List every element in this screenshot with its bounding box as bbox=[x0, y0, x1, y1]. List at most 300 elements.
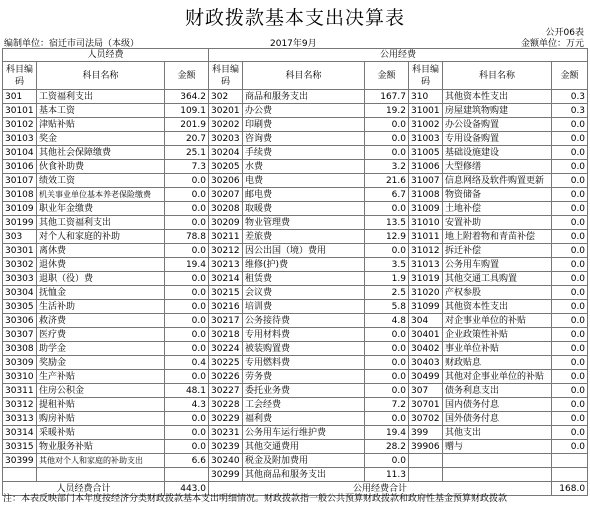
cell-name: 专用燃料费 bbox=[243, 356, 365, 370]
cell-name: 救济费 bbox=[37, 314, 165, 328]
cell-code: 30399 bbox=[3, 454, 37, 468]
cell-amount: 0.0 bbox=[552, 328, 588, 342]
public-total-label: 公用经费合计 bbox=[209, 482, 552, 496]
cell-amount: 11.3 bbox=[365, 468, 409, 482]
cell-amount: 1.9 bbox=[365, 272, 409, 286]
cell-code: 30311 bbox=[3, 384, 37, 398]
personnel-total-value: 443.0 bbox=[165, 482, 209, 496]
cell-amount: 0.0 bbox=[165, 202, 209, 216]
cell-amount: 2.5 bbox=[365, 286, 409, 300]
cell-code: 30208 bbox=[209, 202, 243, 216]
cell-name: 提租补贴 bbox=[37, 398, 165, 412]
cell-name: 国外债务付息 bbox=[443, 412, 552, 426]
cell-name: 抚恤金 bbox=[37, 286, 165, 300]
cell-name: 专用材料费 bbox=[243, 328, 365, 342]
meta-row bbox=[0, 36, 590, 48]
cell-name: 信息网络及软件购置更新 bbox=[443, 174, 552, 188]
cell-amount: 0.0 bbox=[552, 118, 588, 132]
cell-code: 30299 bbox=[209, 468, 243, 482]
cell-name: 事业单位补贴 bbox=[443, 342, 552, 356]
col-name-header: 科目名称 bbox=[37, 62, 165, 90]
cell-name: 电费 bbox=[243, 174, 365, 188]
table-row bbox=[3, 468, 588, 482]
cell-name: 奖金 bbox=[37, 132, 165, 146]
cell-name: 地上附着物和青苗补偿 bbox=[443, 230, 552, 244]
cell-name: 企业政策性补贴 bbox=[443, 328, 552, 342]
cell-amount: 7.2 bbox=[365, 398, 409, 412]
cell-name: 会议费 bbox=[243, 286, 365, 300]
cell-code: 30303 bbox=[3, 272, 37, 286]
table-row bbox=[3, 328, 588, 342]
table-row bbox=[3, 146, 588, 160]
col-amount-header: 金额 bbox=[165, 62, 209, 90]
public-group-header: 公用经费 bbox=[209, 49, 588, 62]
cell-amount: 0.0 bbox=[365, 202, 409, 216]
table-row bbox=[3, 286, 588, 300]
cell-name: 生产补贴 bbox=[37, 370, 165, 384]
cell-name: 伙食补助费 bbox=[37, 160, 165, 174]
cell-code: 31002 bbox=[409, 118, 443, 132]
cell-amount: 0.0 bbox=[552, 412, 588, 426]
cell-code: 31005 bbox=[409, 146, 443, 160]
cell-amount: 0.0 bbox=[552, 300, 588, 314]
cell-amount: 0.0 bbox=[552, 160, 588, 174]
cell-name: 产权参股 bbox=[443, 286, 552, 300]
cell-name: 公务用车购置 bbox=[443, 258, 552, 272]
table-row bbox=[3, 160, 588, 174]
cell-code: 30702 bbox=[409, 412, 443, 426]
cell-amount: 0.0 bbox=[165, 188, 209, 202]
cell-code: 30308 bbox=[3, 342, 37, 356]
cell-name: 土地补偿 bbox=[443, 202, 552, 216]
cell-code: 30315 bbox=[3, 440, 37, 454]
cell-name: 退职（役）费 bbox=[37, 272, 165, 286]
cell-code: 30239 bbox=[209, 440, 243, 454]
cell-code: 30302 bbox=[3, 258, 37, 272]
cell-amount: 78.8 bbox=[165, 230, 209, 244]
cell-name: 其他社会保障缴费 bbox=[37, 146, 165, 160]
cell-amount: 0.3 bbox=[552, 104, 588, 118]
cell-amount: 3.2 bbox=[365, 160, 409, 174]
cell-amount: 0.0 bbox=[552, 244, 588, 258]
cell-amount: 6.7 bbox=[365, 188, 409, 202]
col-code-header: 科目编码 bbox=[409, 62, 443, 90]
cell-name: 因公出国（境）费用 bbox=[243, 244, 365, 258]
cell-amount: 0.0 bbox=[552, 188, 588, 202]
cell-amount: 0.0 bbox=[552, 314, 588, 328]
cell-code: 30108 bbox=[3, 188, 37, 202]
cell-code: 30212 bbox=[209, 244, 243, 258]
report-title: 财政拨款基本支出决算表 bbox=[184, 7, 405, 29]
cell-code: 30199 bbox=[3, 216, 37, 230]
cell-name: 对企事业单位的补贴 bbox=[443, 314, 552, 328]
cell-name: 财政贴息 bbox=[443, 356, 552, 370]
cell-code: 30214 bbox=[209, 272, 243, 286]
cell-name: 其他支出 bbox=[443, 426, 552, 440]
cell-name: 劳务费 bbox=[243, 370, 365, 384]
table-row bbox=[3, 104, 588, 118]
cell-amount: 20.7 bbox=[165, 132, 209, 146]
cell-amount: 0.0 bbox=[365, 454, 409, 468]
cell-name: 其他对个人和家庭的补助支出 bbox=[37, 454, 165, 468]
cell-amount: 0.0 bbox=[365, 328, 409, 342]
cell-amount: 0.0 bbox=[552, 384, 588, 398]
cell-amount: 0.0 bbox=[365, 384, 409, 398]
cell-code: 302 bbox=[209, 90, 243, 104]
cell-code: 310 bbox=[409, 90, 443, 104]
cell-amount: 201.9 bbox=[165, 118, 209, 132]
cell-amount: 109.1 bbox=[165, 104, 209, 118]
cell-code: 30301 bbox=[3, 244, 37, 258]
cell-amount: 0.0 bbox=[365, 146, 409, 160]
cell-amount: 0.3 bbox=[552, 90, 588, 104]
cell-amount: 0.0 bbox=[165, 342, 209, 356]
cell-amount: 0.0 bbox=[552, 174, 588, 188]
cell-amount: 0.0 bbox=[552, 132, 588, 146]
cell-code: 30306 bbox=[3, 314, 37, 328]
cell-code: 31001 bbox=[409, 104, 443, 118]
cell-code: 30215 bbox=[209, 286, 243, 300]
public-total-value: 168.0 bbox=[552, 482, 588, 496]
cell-amount: 0.0 bbox=[165, 244, 209, 258]
personnel-group-header: 人员经费 bbox=[3, 49, 209, 62]
cell-amount: 0.0 bbox=[365, 132, 409, 146]
money-unit: 金额单位：万元 bbox=[520, 39, 584, 49]
table-row bbox=[3, 272, 588, 286]
cell-amount: 28.2 bbox=[365, 440, 409, 454]
cell-name: 取暖费 bbox=[243, 202, 365, 216]
cell-amount: 13.5 bbox=[365, 216, 409, 230]
cell-amount: 0.0 bbox=[365, 342, 409, 356]
cell-code: 30104 bbox=[3, 146, 37, 160]
table-row bbox=[3, 174, 588, 188]
form-code: 公开06表 bbox=[545, 28, 584, 38]
cell-name: 赠与 bbox=[443, 440, 552, 454]
cell-name bbox=[443, 468, 552, 482]
compiling-unit: 编制单位：宿迁市司法局（本级） bbox=[4, 39, 140, 49]
cell-code: 30106 bbox=[3, 160, 37, 174]
cell-amount: 0.0 bbox=[552, 342, 588, 356]
cell-name: 其他工资福利支出 bbox=[37, 216, 165, 230]
table-row bbox=[3, 342, 588, 356]
cell-name: 办公费 bbox=[243, 104, 365, 118]
cell-code: 30225 bbox=[209, 356, 243, 370]
cell-code: 30202 bbox=[209, 118, 243, 132]
cell-name: 手续费 bbox=[243, 146, 365, 160]
expenditure-table bbox=[2, 48, 588, 496]
cell-name: 公务用车运行维护费 bbox=[243, 426, 365, 440]
cell-amount: 0.0 bbox=[552, 370, 588, 384]
cell-amount: 0.0 bbox=[165, 272, 209, 286]
table-row bbox=[3, 440, 588, 454]
cell-code: 30224 bbox=[209, 342, 243, 356]
cell-amount: 0.0 bbox=[165, 314, 209, 328]
cell-name: 生活补助 bbox=[37, 300, 165, 314]
table-row bbox=[3, 426, 588, 440]
cell-code: 399 bbox=[409, 426, 443, 440]
cell-code: 31010 bbox=[409, 216, 443, 230]
cell-name: 物业管理费 bbox=[243, 216, 365, 230]
cell-name: 离休费 bbox=[37, 244, 165, 258]
cell-amount: 0.0 bbox=[552, 356, 588, 370]
cell-name: 采暖补贴 bbox=[37, 426, 165, 440]
cell-name: 公务接待费 bbox=[243, 314, 365, 328]
cell-amount: 48.1 bbox=[165, 384, 209, 398]
cell-amount: 5.8 bbox=[365, 300, 409, 314]
cell-code: 301 bbox=[3, 90, 37, 104]
cell-amount: 4.3 bbox=[165, 398, 209, 412]
cell-code: 30226 bbox=[209, 370, 243, 384]
cell-name: 被装购置费 bbox=[243, 342, 365, 356]
cell-code bbox=[409, 468, 443, 482]
cell-name: 安置补助 bbox=[443, 216, 552, 230]
cell-name: 医疗费 bbox=[37, 328, 165, 342]
cell-amount: 0.0 bbox=[552, 258, 588, 272]
cell-code bbox=[3, 468, 37, 482]
cell-name: 物资储备 bbox=[443, 188, 552, 202]
cell-code: 31009 bbox=[409, 202, 443, 216]
cell-amount: 0.0 bbox=[165, 440, 209, 454]
cell-code: 30309 bbox=[3, 356, 37, 370]
cell-code: 30218 bbox=[209, 328, 243, 342]
cell-amount: 12.9 bbox=[365, 230, 409, 244]
cell-name: 机关事业单位基本养老保险缴费 bbox=[37, 188, 165, 202]
cell-name: 维修(护)费 bbox=[243, 258, 365, 272]
table-row bbox=[3, 90, 588, 104]
cell-name: 其他对企事业单位的补贴 bbox=[443, 370, 552, 384]
col-amount-header: 金额 bbox=[552, 62, 588, 90]
cell-code: 30701 bbox=[409, 398, 443, 412]
cell-code: 30201 bbox=[209, 104, 243, 118]
cell-amount: 21.6 bbox=[365, 174, 409, 188]
col-amount-header: 金额 bbox=[365, 62, 409, 90]
cell-code: 31020 bbox=[409, 286, 443, 300]
cell-amount: 0.0 bbox=[552, 272, 588, 286]
table-row bbox=[3, 244, 588, 258]
cell-name: 基础设施建设 bbox=[443, 146, 552, 160]
cell-name: 对个人和家庭的补助 bbox=[37, 230, 165, 244]
cell-code: 30307 bbox=[3, 328, 37, 342]
cell-amount: 364.2 bbox=[165, 90, 209, 104]
table-row bbox=[3, 132, 588, 146]
table-body bbox=[3, 90, 588, 482]
table-row bbox=[3, 202, 588, 216]
cell-code: 30205 bbox=[209, 160, 243, 174]
table-row bbox=[3, 188, 588, 202]
cell-name: 差旅费 bbox=[243, 230, 365, 244]
cell-code: 30207 bbox=[209, 188, 243, 202]
cell-amount: 19.4 bbox=[165, 258, 209, 272]
cell-amount: 0.0 bbox=[365, 244, 409, 258]
col-name-header: 科目名称 bbox=[243, 62, 365, 90]
cell-amount: 19.2 bbox=[365, 104, 409, 118]
cell-amount: 6.6 bbox=[165, 454, 209, 468]
cell-amount: 4.8 bbox=[365, 314, 409, 328]
cell-name: 委托业务费 bbox=[243, 384, 365, 398]
cell-amount: 0.0 bbox=[165, 328, 209, 342]
cell-amount: 3.5 bbox=[365, 258, 409, 272]
cell-code: 30206 bbox=[209, 174, 243, 188]
cell-name: 咨询费 bbox=[243, 132, 365, 146]
cell-code: 30101 bbox=[3, 104, 37, 118]
cell-name: 国内债务付息 bbox=[443, 398, 552, 412]
col-name-header: 科目名称 bbox=[443, 62, 552, 90]
cell-code: 30499 bbox=[409, 370, 443, 384]
table-row bbox=[3, 300, 588, 314]
cell-name: 购房补贴 bbox=[37, 412, 165, 426]
cell-code: 30227 bbox=[209, 384, 243, 398]
cell-code: 39906 bbox=[409, 440, 443, 454]
cell-name: 专用设备购置 bbox=[443, 132, 552, 146]
cell-name: 奖励金 bbox=[37, 356, 165, 370]
cell-amount: 0.4 bbox=[165, 356, 209, 370]
cell-amount: 0.0 bbox=[165, 300, 209, 314]
cell-name: 办公设备购置 bbox=[443, 118, 552, 132]
cell-code: 31013 bbox=[409, 258, 443, 272]
cell-name: 税金及附加费用 bbox=[243, 454, 365, 468]
cell-amount: 7.3 bbox=[165, 160, 209, 174]
report-period: 2017年9月 bbox=[270, 39, 317, 49]
cell-code: 30312 bbox=[3, 398, 37, 412]
cell-amount: 0.0 bbox=[365, 356, 409, 370]
footnote: 注：本表反映部门本年度按经济分类财政拨款基本支出明细情况。财政拨款指一般公共预算财政拨款和政府性基金预算财政拨款 bbox=[3, 494, 508, 504]
cell-code: 31003 bbox=[409, 132, 443, 146]
cell-name: 物业服务补贴 bbox=[37, 440, 165, 454]
cell-name: 培训费 bbox=[243, 300, 365, 314]
table-row bbox=[3, 356, 588, 370]
cell-code: 30213 bbox=[209, 258, 243, 272]
cell-code: 30211 bbox=[209, 230, 243, 244]
cell-name: 住房公积金 bbox=[37, 384, 165, 398]
cell-amount: 0.0 bbox=[552, 440, 588, 454]
col-code-header: 科目编码 bbox=[3, 62, 37, 90]
table-row bbox=[3, 118, 588, 132]
cell-name: 房屋建筑物购建 bbox=[443, 104, 552, 118]
cell-amount bbox=[552, 454, 588, 468]
col-code-header: 科目编码 bbox=[209, 62, 243, 90]
table-row bbox=[3, 454, 588, 468]
cell-name: 债务利息支出 bbox=[443, 384, 552, 398]
cell-amount: 0.0 bbox=[552, 230, 588, 244]
cell-amount: 0.0 bbox=[165, 426, 209, 440]
cell-code: 31008 bbox=[409, 188, 443, 202]
cell-code: 30209 bbox=[209, 216, 243, 230]
cell-name: 工会经费 bbox=[243, 398, 365, 412]
cell-amount bbox=[552, 468, 588, 482]
cell-code: 30402 bbox=[409, 342, 443, 356]
column-header-row bbox=[3, 62, 588, 90]
cell-name: 印刷费 bbox=[243, 118, 365, 132]
table-row bbox=[3, 384, 588, 398]
cell-code: 30103 bbox=[3, 132, 37, 146]
cell-code: 30240 bbox=[209, 454, 243, 468]
cell-amount: 0.0 bbox=[165, 286, 209, 300]
cell-amount: 167.7 bbox=[365, 90, 409, 104]
cell-amount: 19.4 bbox=[365, 426, 409, 440]
cell-name: 福利费 bbox=[243, 412, 365, 426]
cell-amount: 0.0 bbox=[365, 118, 409, 132]
table-row bbox=[3, 314, 588, 328]
cell-code: 30229 bbox=[209, 412, 243, 426]
cell-code: 30304 bbox=[3, 286, 37, 300]
cell-amount: 0.0 bbox=[165, 370, 209, 384]
cell-amount: 0.0 bbox=[552, 398, 588, 412]
cell-amount: 0.0 bbox=[552, 286, 588, 300]
cell-code: 31012 bbox=[409, 244, 443, 258]
cell-code: 30305 bbox=[3, 300, 37, 314]
cell-name: 其他交通费用 bbox=[243, 440, 365, 454]
cell-name: 基本工资 bbox=[37, 104, 165, 118]
cell-name: 津贴补贴 bbox=[37, 118, 165, 132]
cell-amount: 0.0 bbox=[365, 370, 409, 384]
cell-name: 助学金 bbox=[37, 342, 165, 356]
cell-code: 30107 bbox=[3, 174, 37, 188]
cell-name: 退休费 bbox=[37, 258, 165, 272]
cell-name bbox=[443, 454, 552, 468]
cell-code: 31007 bbox=[409, 174, 443, 188]
cell-code: 30313 bbox=[3, 412, 37, 426]
table-row bbox=[3, 216, 588, 230]
cell-code: 30310 bbox=[3, 370, 37, 384]
cell-code bbox=[409, 454, 443, 468]
cell-name: 租赁费 bbox=[243, 272, 365, 286]
cell-name: 其他交通工具购置 bbox=[443, 272, 552, 286]
cell-code: 30228 bbox=[209, 398, 243, 412]
cell-amount: 0.0 bbox=[365, 412, 409, 426]
cell-code: 30401 bbox=[409, 328, 443, 342]
cell-code: 30102 bbox=[3, 118, 37, 132]
cell-code: 307 bbox=[409, 384, 443, 398]
table-row bbox=[3, 230, 588, 244]
cell-code: 30204 bbox=[209, 146, 243, 160]
cell-name bbox=[37, 468, 165, 482]
cell-amount: 0.0 bbox=[552, 426, 588, 440]
cell-code: 31011 bbox=[409, 230, 443, 244]
cell-code: 303 bbox=[3, 230, 37, 244]
table-row bbox=[3, 370, 588, 384]
cell-name: 工资福利支出 bbox=[37, 90, 165, 104]
cell-name: 拆迁补偿 bbox=[443, 244, 552, 258]
cell-amount: 0.0 bbox=[165, 174, 209, 188]
cell-code: 30203 bbox=[209, 132, 243, 146]
cell-code: 31019 bbox=[409, 272, 443, 286]
cell-code: 30403 bbox=[409, 356, 443, 370]
cell-name: 水费 bbox=[243, 160, 365, 174]
cell-code: 30231 bbox=[209, 426, 243, 440]
cell-amount: 0.0 bbox=[552, 216, 588, 230]
cell-amount: 0.0 bbox=[165, 216, 209, 230]
personnel-total-label: 人员经费合计 bbox=[3, 482, 165, 496]
cell-code: 30217 bbox=[209, 314, 243, 328]
group-header-row bbox=[3, 49, 588, 62]
cell-amount: 0.0 bbox=[552, 202, 588, 216]
cell-code: 31006 bbox=[409, 160, 443, 174]
cell-name: 商品和服务支出 bbox=[243, 90, 365, 104]
cell-amount: 0.0 bbox=[165, 412, 209, 426]
cell-code: 30109 bbox=[3, 202, 37, 216]
cell-amount: 25.1 bbox=[165, 146, 209, 160]
table-row bbox=[3, 258, 588, 272]
cell-amount bbox=[165, 468, 209, 482]
cell-code: 30314 bbox=[3, 426, 37, 440]
cell-code: 30216 bbox=[209, 300, 243, 314]
cell-name: 职业年金缴费 bbox=[37, 202, 165, 216]
cell-name: 其他商品和服务支出 bbox=[243, 468, 365, 482]
cell-amount: 0.0 bbox=[552, 146, 588, 160]
table-row bbox=[3, 412, 588, 426]
cell-code: 31099 bbox=[409, 300, 443, 314]
cell-name: 大型修缮 bbox=[443, 160, 552, 174]
